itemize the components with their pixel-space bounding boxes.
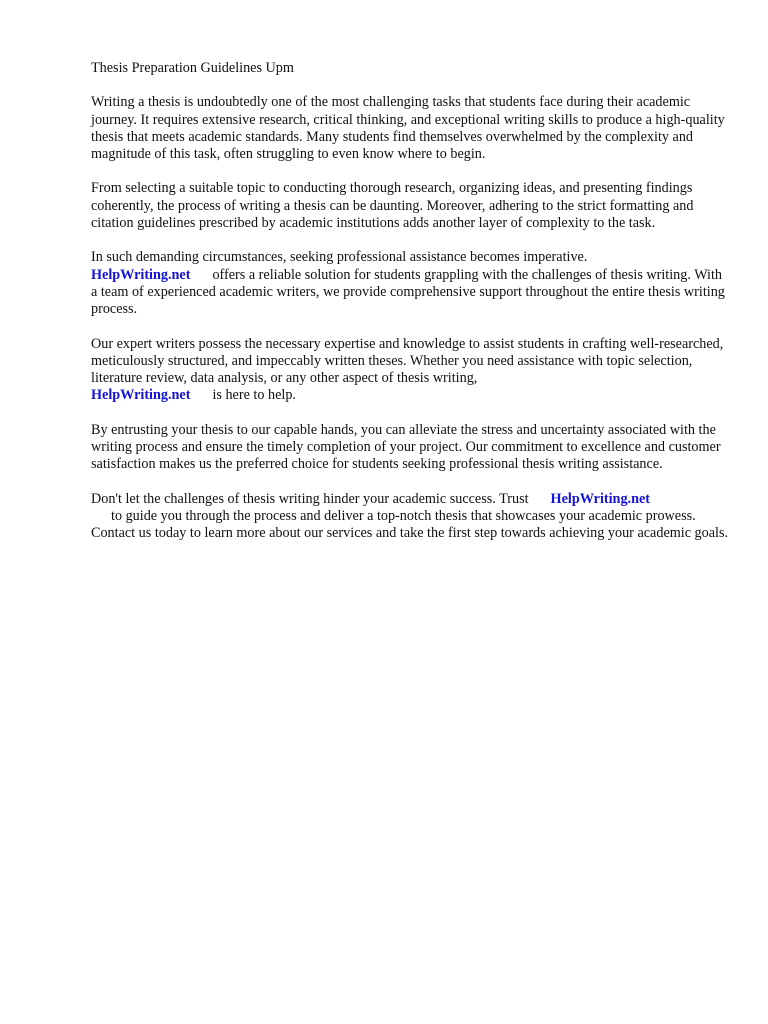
helpwriting-link[interactable]: HelpWriting.net bbox=[91, 387, 191, 404]
paragraph-assistance-text-after: offers a reliable solution for students grappling with the challenges of thesis writing. With a team of experienced academic writers, we provide comprehensive support throughout the entire thesis writing process. bbox=[91, 266, 725, 318]
paragraph-writers-text-after: is here to help. bbox=[212, 387, 296, 404]
document-title: Thesis Preparation Guidelines Upm bbox=[91, 60, 294, 76]
paragraph-assistance-text-before: In such demanding circumstances, seeking professional assistance becomes imperative. bbox=[91, 249, 588, 266]
paragraph-closing bbox=[91, 491, 731, 543]
paragraph-intro: Writing a thesis is undoubtedly one of the most challenging tasks that students face during their academic journey. It requires extensive research, critical thinking, and exceptional writing skills to produce a high-quality thesis that meets academic standards. Many students find themselves overwhelmed by the complexity and magnitude of this task, often struggling to even know where to begin. bbox=[91, 94, 725, 163]
document-page bbox=[91, 60, 731, 560]
paragraph-process: From selecting a suitable topic to conducting thorough research, organizing ideas, and presenting findings coherently, the process of writing a thesis can be daunting. Moreover, adhering to the strict formatting and citation guidelines prescribed by academic institutions adds another layer of complexity to the task. bbox=[91, 180, 694, 232]
paragraph-closing-text-after: to guide you through the process and deliver a top-notch thesis that showcases your academic prowess. Contact us today to learn more about our services and take the first step towards achieving your academic goals. bbox=[91, 507, 729, 542]
helpwriting-link[interactable]: HelpWriting.net bbox=[91, 266, 191, 283]
paragraph-entrusting: By entrusting your thesis to our capable hands, you can alleviate the stress and uncertainty associated with the writing process and ensure the timely completion of your project. Our commitment to excellence and customer satisfaction makes us the preferred choice for students seeking professional thesis writing assistance. bbox=[91, 421, 721, 473]
paragraph-writers-text-before: Our expert writers possess the necessary expertise and knowledge to assist students in crafting well-researched, meticulously structured, and impeccably written theses. Whether you need assistance with topic selection, literature review, data analysis, or any other aspect of thesis writing, bbox=[91, 335, 724, 387]
paragraph-closing-text-before: Don't let the challenges of thesis writing hinder your academic success. Trust bbox=[91, 490, 529, 507]
paragraph-writers bbox=[91, 336, 731, 405]
paragraph-assistance bbox=[91, 249, 731, 318]
helpwriting-link[interactable]: HelpWriting.net bbox=[550, 490, 650, 507]
